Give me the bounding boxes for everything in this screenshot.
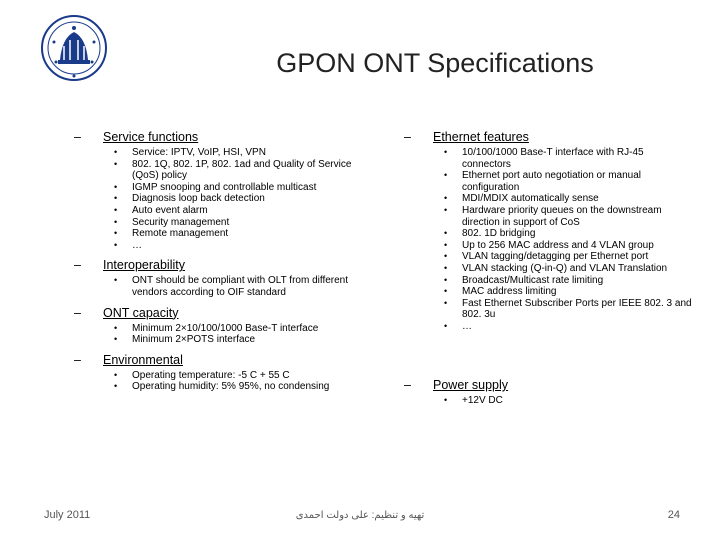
list-item-text: Auto event alarm (132, 204, 208, 216)
list-item-text: Service: IPTV, VoIP, HSI, VPN (132, 147, 266, 158)
list-item-text: 802. 1D bridging (462, 228, 536, 240)
list-item (74, 381, 374, 393)
bullet-marker: • (444, 239, 448, 250)
list-item (74, 275, 374, 298)
bullet-marker: • (114, 193, 118, 204)
list-item-text: ONT should be compliant with OLT from different vendors according to OIF standard (132, 275, 349, 298)
list-item (404, 228, 694, 240)
list-item-text: … (132, 239, 142, 251)
list-item-text: Operating temperature: -5 C + 55 C (132, 369, 290, 381)
list-item-text: VLAN stacking (Q-in-Q) and VLAN Translation (462, 262, 668, 274)
list-item-text: Minimum 2×10/100/1000 Base-T interface (132, 322, 319, 334)
section-environmental (74, 351, 374, 393)
bullet-list (404, 395, 694, 407)
bullet-marker: • (114, 369, 118, 380)
bullet-list (74, 370, 374, 393)
bullet-marker: • (444, 193, 448, 204)
bullet-marker: • (444, 274, 448, 285)
list-item-text: Operating humidity: 5% 95%, no condensing (132, 381, 330, 393)
section-power-supply (404, 376, 694, 407)
dash-marker: – (74, 352, 81, 367)
list-item-text: Ethernet port auto negotiation or manual configuration (462, 170, 642, 193)
section-heading (404, 376, 694, 394)
list-item (74, 228, 374, 240)
page-number: 24 (667, 509, 680, 521)
section-heading-label: ONT capacity (103, 305, 179, 320)
list-item (404, 395, 694, 407)
bullet-marker: • (444, 251, 448, 262)
section-heading-label: Environmental (103, 352, 183, 367)
list-item (404, 147, 694, 170)
section-heading (74, 304, 374, 322)
list-item (404, 193, 694, 205)
section-heading-label: Ethernet features (433, 130, 529, 144)
bullet-marker: • (444, 395, 448, 405)
section-heading-label: Service functions (103, 130, 199, 144)
list-item (74, 370, 374, 382)
slide-title: GPON ONT Specifications (276, 48, 594, 78)
section-heading-label: Power supply (433, 378, 509, 392)
section-heading (74, 128, 374, 146)
bullet-marker: • (114, 381, 118, 392)
list-item-text: MDI/MDIX automatically sense (462, 193, 599, 205)
bullet-marker: • (114, 181, 118, 192)
list-item (74, 323, 374, 335)
list-item-text: 802. 1Q, 802. 1P, 802. 1ad and Quality of Service (QoS) policy (132, 158, 352, 182)
list-item (404, 286, 694, 298)
bullet-list (74, 147, 374, 251)
list-item (404, 275, 694, 287)
list-item (404, 321, 694, 333)
list-item-text: Security management (132, 216, 230, 228)
bullet-marker: • (444, 170, 448, 181)
section-heading-label: Interoperability (103, 258, 185, 273)
dash-marker: – (74, 130, 81, 144)
bullet-marker: • (444, 228, 448, 239)
dash-marker: – (404, 378, 411, 392)
bullet-marker: • (114, 275, 118, 286)
bullet-marker: • (444, 262, 448, 273)
section-heading (74, 256, 374, 274)
list-item (74, 205, 374, 217)
university-logo (40, 12, 108, 92)
list-item (74, 217, 374, 229)
footer-author: تهیه و تنظیم: علی دولت احمدی (295, 510, 425, 521)
list-item-text: Diagnosis loop back detection (132, 193, 265, 205)
bullet-list (404, 147, 694, 333)
bullet-marker: • (444, 320, 448, 331)
bullet-marker: • (444, 204, 448, 215)
section-service-functions (74, 128, 374, 251)
section-heading (404, 128, 694, 146)
bullet-marker: • (114, 334, 118, 345)
bullet-marker: • (114, 322, 118, 333)
list-item-text: Fast Ethernet Subscriber Ports per IEEE 802. 3 and 802. 3u (462, 297, 692, 321)
bullet-marker: • (114, 204, 118, 215)
list-item (404, 263, 694, 275)
list-item (404, 298, 694, 321)
bullet-marker: • (444, 286, 448, 297)
list-item-text: Broadcast/Multicast rate limiting (462, 274, 604, 286)
bullet-marker: • (444, 147, 448, 157)
list-item-text: Minimum 2×POTS interface (132, 334, 256, 346)
section-interoperability (74, 256, 374, 298)
bullet-marker: • (114, 239, 118, 250)
bullet-list (74, 323, 374, 346)
left-column (74, 128, 374, 398)
bullet-list (74, 275, 374, 298)
list-item-text: Up to 256 MAC address and 4 VLAN group (462, 239, 654, 251)
list-item-text: MAC address limiting (462, 286, 557, 298)
list-item (404, 240, 694, 252)
list-item (404, 170, 694, 193)
dash-marker: – (404, 130, 411, 144)
section-heading (74, 351, 374, 369)
list-item (74, 159, 374, 182)
list-item (404, 251, 694, 263)
dash-marker: – (74, 258, 81, 273)
section-ont-capacity (74, 304, 374, 346)
bullet-marker: • (114, 228, 118, 239)
list-item-text: … (462, 320, 472, 332)
bullet-marker: • (444, 297, 448, 308)
list-item (74, 334, 374, 346)
section-ethernet-features (404, 128, 694, 333)
list-item-text: Hardware priority queues on the downstream direction in support of CoS (462, 204, 662, 228)
list-item (404, 205, 694, 228)
list-item-text: VLAN tagging/detagging per Ethernet port (462, 251, 649, 263)
list-item-text: IGMP snooping and controllable multicast (132, 181, 317, 193)
footer-date: July 2011 (44, 509, 91, 521)
list-item (74, 182, 374, 194)
bullet-marker: • (114, 216, 118, 227)
list-item-text: Remote management (132, 228, 229, 240)
right-column-lower (404, 376, 694, 412)
bullet-marker: • (114, 147, 118, 157)
list-item-text: +12V DC (462, 395, 503, 406)
list-item (74, 240, 374, 252)
list-item (74, 193, 374, 205)
list-item (74, 147, 374, 159)
list-item-text: 10/100/1000 Base-T interface with RJ-45 connectors (462, 147, 644, 170)
bullet-marker: • (114, 158, 118, 169)
dash-marker: – (74, 305, 81, 320)
right-column (404, 128, 694, 338)
